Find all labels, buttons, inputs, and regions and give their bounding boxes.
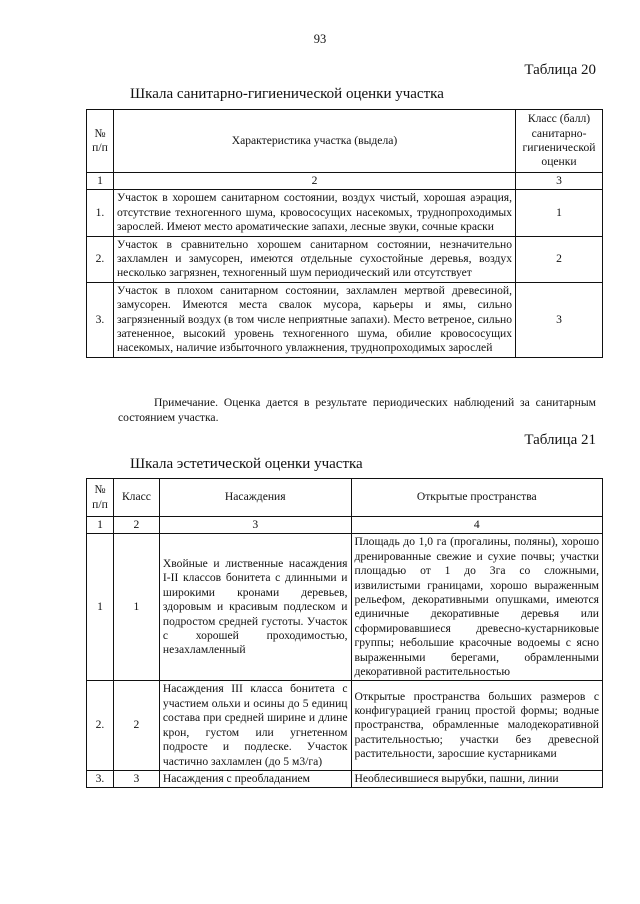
row-stands: Хвойные и лиственные насаждения I-II классов бонитета с длинными и широкими кронами деревьев, здоровым и красивым подлеском и подростом средней густоты. Участок с хорошей проходимостью, незахламленный [159, 534, 351, 681]
col-number: 2 [113, 517, 159, 534]
row-num: 3. [87, 282, 114, 357]
row-class: 1 [113, 534, 159, 681]
col-number: 1 [87, 173, 114, 190]
row-class: 2 [113, 681, 159, 770]
row-open-spaces: Площадь до 1,0 га (прогалины, поляны), хорошо дренированные свежие и сухие почвы; участки площадью от 1 до 3га со сложными, извилистыми границами, хорошо выраженным рельефом, декоративными опушками, имеются единичные декоративные деревья или сформировавшиеся древесно-кустарниковые группы; небольшие красочные водоемы с ясно выраженными берегами, обрамленными декоративной растительностью [351, 534, 602, 681]
row-num: 2. [87, 681, 114, 770]
row-class: 3 [113, 770, 159, 787]
row-characteristic: Участок в плохом санитарном состоянии, захламлен мертвой древесиной, замусорен. Имеются места свалок мусора, карьеры и ямы, сильно загрязненный воздух (в том числе неприятные запахи). Место ветреное, сильно затененное, высокий уровень техногенного шума, обилие кровососущих насекомых, наличие избыточного увлажнения, труднопроходимых зарослей [113, 282, 515, 357]
page-number: 93 [313, 32, 327, 46]
table-row [87, 681, 603, 770]
col-number: 2 [113, 173, 515, 190]
row-num: 2. [87, 236, 114, 282]
table-20-label: Таблица 20 [524, 62, 596, 78]
table-header-row [87, 110, 603, 173]
row-open-spaces: Необлесившиеся вырубки, пашни, линии [351, 770, 602, 787]
col-number: 3 [159, 517, 351, 534]
table-20-note: Примечание. Оценка дается в результате периодических наблюдений за санитарным состоянием участка. [118, 396, 596, 424]
table-row [87, 282, 603, 357]
row-characteristic: Участок в сравнительно хорошем санитарном состоянии, незначительно захламлен и замусорен, имеются отдельные сухостойные деревья, воздух несколько загрязнен, техногенный шум периодический или отсутствует [113, 236, 515, 282]
row-stands: Насаждения III класса бонитета с участием ольхи и осины до 5 единиц состава при средней ширине и длине крон, густом или угнетенном подросте и подлеске. Участок частично захламлен (до 5 м3/га) [159, 681, 351, 770]
row-class: 2 [516, 236, 603, 282]
header-num: № п/п [87, 110, 114, 173]
table-21-label: Таблица 21 [524, 432, 596, 448]
table-21-title: Шкала эстетической оценки участка [130, 456, 363, 472]
header-class: Класс [113, 479, 159, 517]
column-number-row [87, 517, 603, 534]
table-row [87, 770, 603, 787]
header-characteristic: Характеристика участка (выдела) [113, 110, 515, 173]
table-header-row [87, 479, 603, 517]
header-stands: Насаждения [159, 479, 351, 517]
table-row [87, 190, 603, 236]
col-number: 4 [351, 517, 602, 534]
table-20-title: Шкала санитарно-гигиенической оценки участка [130, 86, 444, 102]
aesthetic-table [86, 478, 603, 788]
row-num: 1 [87, 534, 114, 681]
header-class: Класс (балл) санитарно-гигиенической оценки [516, 110, 603, 173]
row-characteristic: Участок в хорошем санитарном состоянии, воздух чистый, хорошая аэрация, отсутствие техногенного шума, кровососущих насекомых, труднопроходимых зарослей. Имеют место ароматические запахи, лесные звуки, сочные краски [113, 190, 515, 236]
col-number: 1 [87, 517, 114, 534]
row-open-spaces: Открытые пространства больших размеров с конфигурацией границ простой формы; водные пространства, обрамленные малодекоративной растительностью; участки без древесной растительности, заросшие кустарниками [351, 681, 602, 770]
row-num: 1. [87, 190, 114, 236]
table-row [87, 534, 603, 681]
header-open-spaces: Открытые пространства [351, 479, 602, 517]
row-stands: Насаждения с преобладанием [159, 770, 351, 787]
col-number: 3 [516, 173, 603, 190]
header-num: № п/п [87, 479, 114, 517]
table-row [87, 236, 603, 282]
sanitary-hygienic-table [86, 109, 603, 358]
row-num: 3. [87, 770, 114, 787]
row-class: 3 [516, 282, 603, 357]
row-class: 1 [516, 190, 603, 236]
column-number-row [87, 173, 603, 190]
